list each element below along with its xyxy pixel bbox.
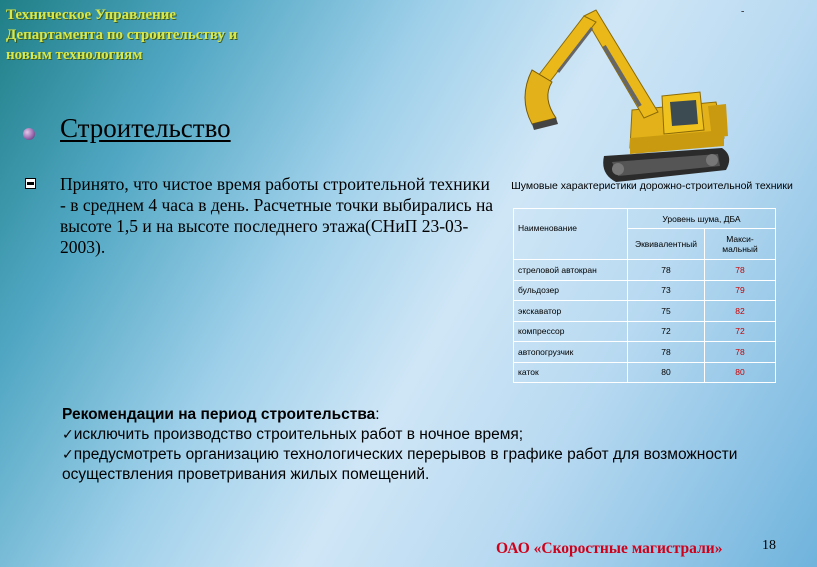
- excavator-icon: [512, 6, 736, 188]
- recommendation-text: предусмотреть организацию технологических перерывов в графике работ для возможности осуществления проветривания жилых помещений.: [62, 446, 738, 483]
- header-line-2: Департамента по строительству и: [6, 27, 238, 43]
- recommendation-item: [62, 445, 762, 485]
- equipment-name: каток: [514, 362, 628, 383]
- column-header-level: Уровень шума, ДБА: [628, 209, 776, 229]
- equivalent-value: 78: [628, 260, 705, 281]
- column-header-name: Наименование: [514, 209, 628, 260]
- company-footer: ОАО «Скоростные магистрали»: [496, 540, 723, 557]
- section-title: Строительство: [60, 113, 231, 143]
- column-header-equivalent: Эквивалентный: [628, 229, 705, 260]
- equipment-name: компрессор: [514, 321, 628, 342]
- table-caption: Шумовые характеристики дорожно-строительной техники: [511, 180, 793, 192]
- maximum-value: 72: [705, 321, 776, 342]
- equipment-name: стреловой автокран: [514, 260, 628, 281]
- section-bullet-icon: [23, 128, 35, 140]
- equipment-name: автопогрузчик: [514, 342, 628, 363]
- page-number: 18: [762, 538, 776, 553]
- recommendations-heading: [62, 405, 762, 425]
- maximum-value: 79: [705, 280, 776, 301]
- table-row: [514, 301, 776, 322]
- recommendations-title: Рекомендации на период строительства: [62, 406, 376, 423]
- table-row: [514, 342, 776, 363]
- equivalent-value: 72: [628, 321, 705, 342]
- equivalent-value: 73: [628, 280, 705, 301]
- maximum-value: 78: [705, 342, 776, 363]
- recommendations-colon: :: [375, 406, 380, 423]
- check-icon: ✓: [62, 427, 74, 443]
- maximum-value: 80: [705, 362, 776, 383]
- equivalent-value: 78: [628, 342, 705, 363]
- table-row: [514, 280, 776, 301]
- table-row: [514, 321, 776, 342]
- header-line-1: Техническое Управление: [6, 7, 177, 23]
- department-header: [6, 5, 306, 65]
- noise-table: [513, 208, 776, 383]
- table-row: [514, 362, 776, 383]
- equivalent-value: 75: [628, 301, 705, 322]
- corner-mark: -: [741, 6, 745, 17]
- recommendation-text: исключить производство строительных работ в ночное время;: [73, 426, 524, 443]
- work-time-paragraph: Принято, что чистое время работы строительной техники - в среднем 4 часа в день. Расчетные точки выбирались на высоте 1,5 и на высоте последнего этажа(СНиП 23-03-2003).: [60, 174, 494, 257]
- header-line-3: новым технологиям: [6, 47, 143, 63]
- equivalent-value: 80: [628, 362, 705, 383]
- table-header-row: [514, 209, 776, 229]
- equipment-name: бульдозер: [514, 280, 628, 301]
- column-header-maximum: Макси-мальный: [705, 229, 776, 260]
- paragraph-bullet-icon: [25, 178, 36, 189]
- equipment-name: экскаватор: [514, 301, 628, 322]
- maximum-value: 82: [705, 301, 776, 322]
- table-row: [514, 260, 776, 281]
- recommendation-item: [62, 425, 762, 445]
- check-icon: ✓: [62, 447, 74, 463]
- maximum-value: 78: [705, 260, 776, 281]
- recommendations-block: [62, 405, 762, 485]
